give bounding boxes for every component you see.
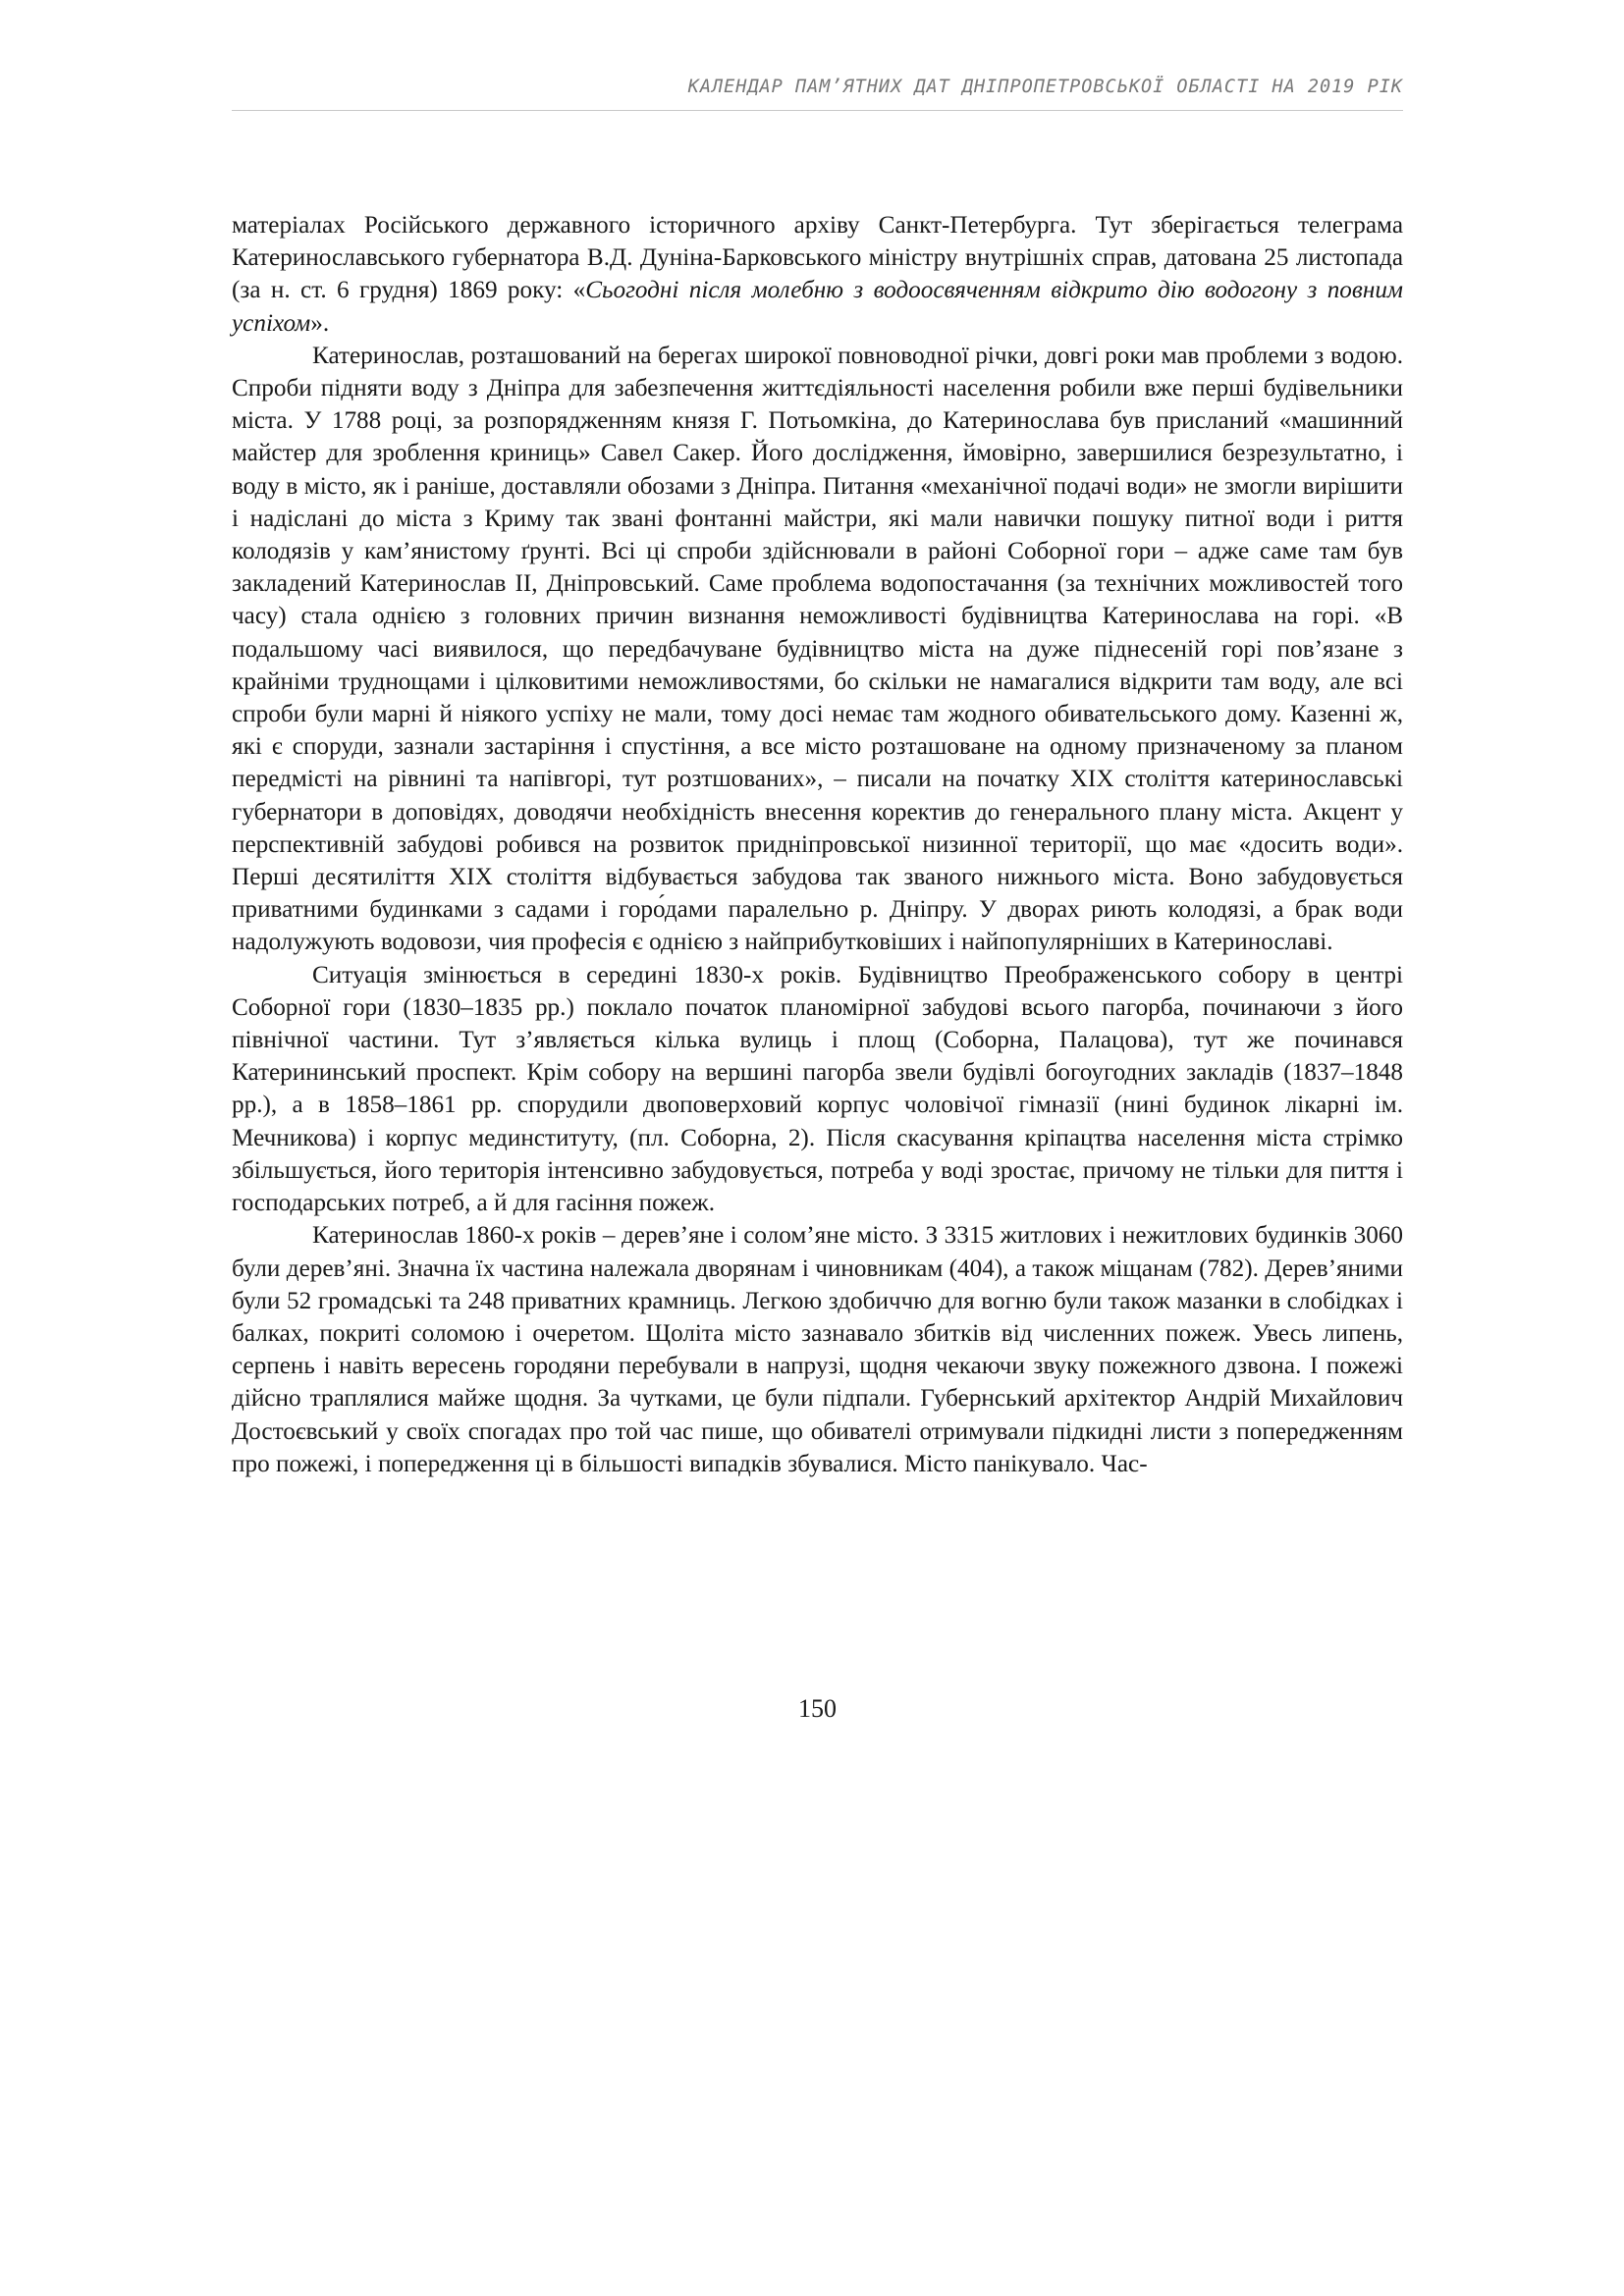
header-rule [232, 110, 1403, 111]
running-header: КАЛЕНДАР ПАМ’ЯТНИХ ДАТ ДНІПРОПЕТРОВСЬКОЇ ОБЛАСТІ НА 2019 РІК [687, 77, 1403, 97]
paragraph-1-end: ». [310, 309, 330, 337]
paragraph-3: Ситуація змінюється в середині 1830-х років. Будівництво Преображенського собору в центрі Соборної гори (1830–1835 рр.) поклало початок планомірної забудові всього пагорба, починаючи з його північної частини. Тут з’являється кілька вулиць і площ (Соборна, Палацова), тут же починався Катерининський проспект. Крім собору на вершині пагорба звели будівлі богоугодних закладів (1837–1848 рр.), а в 1858–1861 рр. спорудили двоповерховий корпус чоловічої гімназії (нині будинок лікарні ім. Мечникова) і корпус мединституту, (пл. Соборна, 2). Після скасування кріпацтва населення міста стрімко збільшується, його територія інтенсивно забудовується, потреба у воді зростає, причому не тільки для пиття і господарських потреб, а й для гасіння пожеж. [232, 961, 1403, 1217]
page-body [232, 209, 1403, 1480]
telegram-quote: Сьогодні після молебню з водоосвяченням відкрито дію водогону з повним успіхом [232, 277, 1403, 337]
paragraph-1 [232, 209, 1403, 340]
paragraph-1-text: матеріалах Російського державного історичного архіву Санкт-Петербурга. Тут зберігається телеграма Катеринославського губернатора В.Д. Дуніна-Барковського міністру внутрішніх справ, датована 25 листопада (за н. ст. 6 грудня) 1869 року: « [232, 212, 1403, 304]
page-number: 150 [798, 1694, 837, 1723]
paragraph-2: Катеринослав, розташований на берегах широкої повноводної річки, довгі роки мав проблеми з водою. Спроби підняти воду з Дніпра для забезпечення життєдіяльності населення робили вже перші будівельники міста. У 1788 році, за розпорядженням князя Г. Потьомкіна, до Катеринослава був присланий «машинний майстер для зроблення криниць» Савел Сакер. Його дослідження, ймовірно, завершилися безрезультатно, і воду в місто, як і раніше, доставляли обозами з Дніпра. Питання «механічної подачі води» не змогли вирішити і надіслані до міста з Криму так звані фонтанні майстри, які мали навички пошуку питної води і риття колодязів у кам’янистому ґрунті. Всі ці спроби здійснювали в районі Соборної гори – адже саме там був закладений Катеринослав II, Дніпровський. Саме проблема водопостачання (за технічних можливостей того часу) стала однією з головних причин визнання неможливості будівництва Катеринослава на горі. «В подальшому часі виявилося, що передбачуване будівництво міста на дуже піднесеній горі пов’язане з крайніми труднощами і цілковитими неможливостями, бо скільки не намагалися відкрити там воду, але всі спроби були марні й ніякого успіху не мали, тому досі немає там жодного обивательського дому. Казенні ж, які є споруди, зазнали застаріння і спустіння, а все місто розташоване на одному призначеному за планом передмісті на рівнині та напівгорі, тут розтшованих», – писали на початку XIX століття катеринославські губернатори в доповідях, доводячи необхідність внесення коректив до генерального плану міста. Акцент у перспективній забудові робився на розвиток придніпровської низинної території, що має «досить води». Перші десятиліття XIX століття відбувається забудова так званого нижнього міста. Воно забудовується приватними будинками з садами і горо́дами паралельно р. Дніпру. У дворах риють колодязі, а брак води надолужують водовози, чия професія є однією з найприбутковіших і найпопулярніших в Катеринославі. [232, 342, 1403, 956]
paragraph-4: Катеринослав 1860-х років – дерев’яне і солом’яне місто. З 3315 житлових і нежитлових будинків 3060 були дерев’яні. Значна їх частина належала дворянам і чиновникам (404), а також міщанам (782). Дерев’яними були 52 громадські та 248 приватних крамниць. Легкою здобиччю для вогню були також мазанки в слобідках і балках, покриті соломою і очеретом. Щоліта місто зазнавало збитків від численних пожеж. Увесь липень, серпень і навіть вересень городяни перебували в напрузі, щодня чекаючи звуку пожежного дзвона. І пожежі дійсно траплялися майже щодня. За чутками, це були підпали. Губернський архітектор Андрій Михайлович Достоєвський у своїх спогадах про той час пише, що обивателі отримували підкидні листи з попередженням про пожежі, і попередження ці в більшості випадків збувалися. Місто панікувало. Час- [232, 1222, 1403, 1477]
